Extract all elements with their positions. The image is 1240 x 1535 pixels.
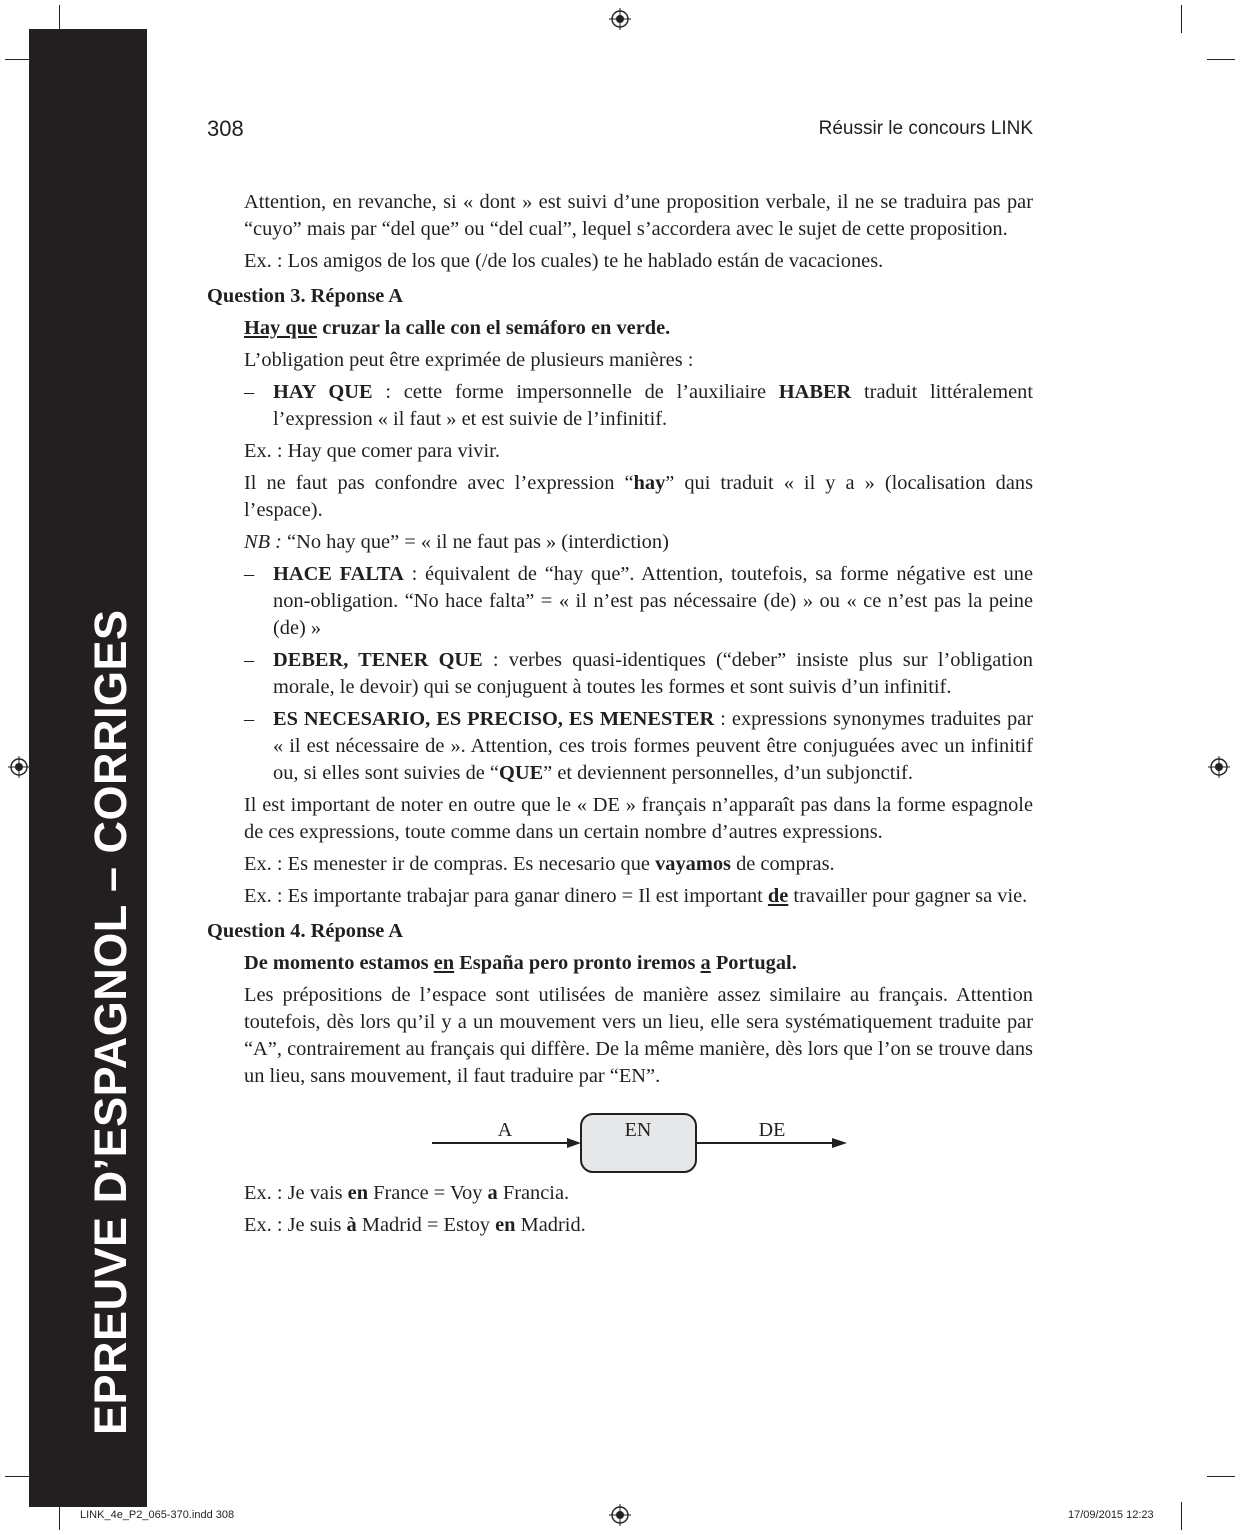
crop-mark bbox=[1207, 1476, 1235, 1477]
paragraph bbox=[244, 470, 1033, 524]
underlined-term: a bbox=[700, 952, 711, 974]
term: HAY QUE bbox=[273, 381, 373, 403]
term: a bbox=[487, 1182, 498, 1204]
paragraph: Attention, en revanche, si « dont » est suivi d’une proposition verbale, il ne se traduira pas par “cuyo” mais par “del que” ou “del cual”, lequel s’accordera avec le sujet de cette proposition. bbox=[244, 191, 1033, 240]
page-number: 308 bbox=[207, 116, 244, 141]
list-item bbox=[244, 561, 1034, 642]
example bbox=[244, 851, 1033, 878]
answer-sentence bbox=[244, 315, 1033, 342]
text: Madrid. bbox=[515, 1214, 586, 1236]
list-item bbox=[244, 379, 1034, 433]
text: Ex. : Es importante trabajar para ganar dinero = Il est important bbox=[244, 885, 768, 907]
preposition-diagram bbox=[207, 1098, 1033, 1176]
dash-marker: – bbox=[244, 708, 255, 730]
paragraph: Il est important de noter en outre que le « DE » français n’apparaît pas dans la forme espagnole de ces expressions, toute comme dans un certain nombre d’autres expressions. bbox=[244, 794, 1033, 843]
item-text: : verbes quasi-identiques (“deber” insiste plus sur l’obligation morale, le devoir) qui se conjuguent à toutes les formes et sont suivis d’un infinitif. bbox=[273, 649, 1033, 698]
text: Ex. : Je vais bbox=[244, 1182, 348, 1204]
question-4-heading: Question 4. Réponse A bbox=[207, 920, 404, 942]
slug-filename: LINK_4e_P2_065-370.indd 308 bbox=[80, 1509, 235, 1521]
registration-mark-icon bbox=[609, 8, 631, 30]
text: Ex. : Es menester ir de compras. Es necesario que bbox=[244, 853, 656, 875]
paragraph: L’obligation peut être exprimée de plusieurs manières : bbox=[244, 349, 694, 371]
registration-mark-icon bbox=[609, 1504, 631, 1526]
page-body bbox=[207, 189, 1033, 1244]
underlined-term: Hay que bbox=[244, 317, 318, 339]
nb-label: NB : bbox=[244, 531, 282, 553]
underlined-term: en bbox=[433, 952, 455, 974]
text: Madrid = Estoy bbox=[356, 1214, 496, 1236]
text: travailler pour gagner sa vie. bbox=[788, 885, 1028, 907]
text: de compras. bbox=[730, 853, 835, 875]
item-text: : équivalent de “hay que”. Attention, toutefois, sa forme négative est une non-obligation. “No hace falta” = « il n’est pas nécessaire (de) » ou « ce n’est pas la peine (de) » bbox=[273, 563, 1034, 639]
dash-marker: – bbox=[244, 649, 255, 671]
label-a: A bbox=[497, 1119, 513, 1141]
registration-mark-icon bbox=[8, 756, 30, 778]
crop-mark bbox=[1207, 59, 1235, 60]
item-text: ” et deviennent personnelles, d’un subjonctif. bbox=[543, 762, 913, 784]
text: España pero pronto iremos bbox=[454, 952, 701, 974]
text: Ex. : Je suis bbox=[244, 1214, 347, 1236]
diagram-svg bbox=[207, 1098, 1033, 1176]
term: HABER bbox=[778, 381, 852, 403]
label-en: EN bbox=[624, 1119, 652, 1141]
term: hay bbox=[633, 472, 666, 494]
example: Ex. : Hay que comer para vivir. bbox=[244, 440, 500, 462]
example bbox=[244, 1212, 1033, 1239]
nota-bene bbox=[244, 529, 1033, 556]
term: à bbox=[346, 1214, 357, 1236]
example bbox=[244, 1180, 1033, 1207]
answer-sentence bbox=[244, 950, 1033, 977]
dash-marker: – bbox=[244, 381, 255, 403]
section-side-title: EPREUVE D’ESPAGNOL – CORRIGES bbox=[85, 609, 136, 1435]
item-text: : cette forme impersonnelle de l’auxiliaire bbox=[372, 381, 779, 403]
item-text: : expressions synonymes traduites par « il est nécessaire de ». Attention, ces trois formes peuvent être conjuguées avec un infinitif ou, si elles sont suivies de “ bbox=[273, 708, 1033, 784]
text: Il ne faut pas confondre avec l’expression “ bbox=[244, 472, 634, 494]
term: de bbox=[767, 885, 789, 907]
arrowhead-left bbox=[567, 1138, 581, 1148]
sentence-text: cruzar la calle con el semáforo en verde. bbox=[317, 317, 671, 339]
term: en bbox=[347, 1182, 369, 1204]
term: ES NECESARIO, ES PRECISO, ES MENESTER bbox=[273, 708, 715, 730]
term: en bbox=[495, 1214, 516, 1236]
term: HACE FALTA bbox=[273, 563, 404, 585]
text: Francia. bbox=[497, 1182, 570, 1204]
text: ” qui traduit « il y a » (localisation dans l’espace). bbox=[244, 472, 1034, 521]
text: De momento estamos bbox=[244, 952, 434, 974]
list-item bbox=[244, 647, 1033, 701]
item-text: traduit littéralement l’expression « il faut » et est suivie de l’infinitif. bbox=[273, 381, 1034, 430]
term: DEBER, TENER QUE bbox=[273, 649, 483, 671]
crop-mark bbox=[1181, 1502, 1182, 1530]
text: “No hay que” = « il ne faut pas » (interdiction) bbox=[281, 531, 669, 553]
question-3-heading: Question 3. Réponse A bbox=[207, 285, 404, 307]
term: vayamos bbox=[655, 853, 731, 875]
crop-mark bbox=[1181, 5, 1182, 33]
example bbox=[244, 883, 1033, 910]
slug-date: 17/09/2015 12:23 bbox=[1068, 1509, 1154, 1521]
text: Portugal. bbox=[710, 952, 797, 974]
paragraph: Les prépositions de l’espace sont utilisées de manière assez similaire au français. Attention toutefois, dès lors qu’il y a un mouvement vers un lieu, elle sera systématiquement traduite par “A”, contrairement au français qui diffère. De la même manière, dès lors que l’on se trouve dans un lieu, sans mouvement, il faut traduire par “EN”. bbox=[244, 984, 1033, 1087]
running-title: Réussir le concours LINK bbox=[818, 118, 1033, 139]
registration-mark-icon bbox=[1208, 756, 1230, 778]
arrowhead-right bbox=[832, 1138, 847, 1148]
list-item bbox=[244, 706, 1033, 787]
text: France = Voy bbox=[368, 1182, 488, 1204]
term: QUE bbox=[498, 762, 544, 784]
dash-marker: – bbox=[244, 563, 255, 585]
example: Ex. : Los amigos de los que (/de los cuales) te he hablado están de vacaciones. bbox=[244, 250, 884, 272]
label-de: DE bbox=[758, 1119, 786, 1141]
